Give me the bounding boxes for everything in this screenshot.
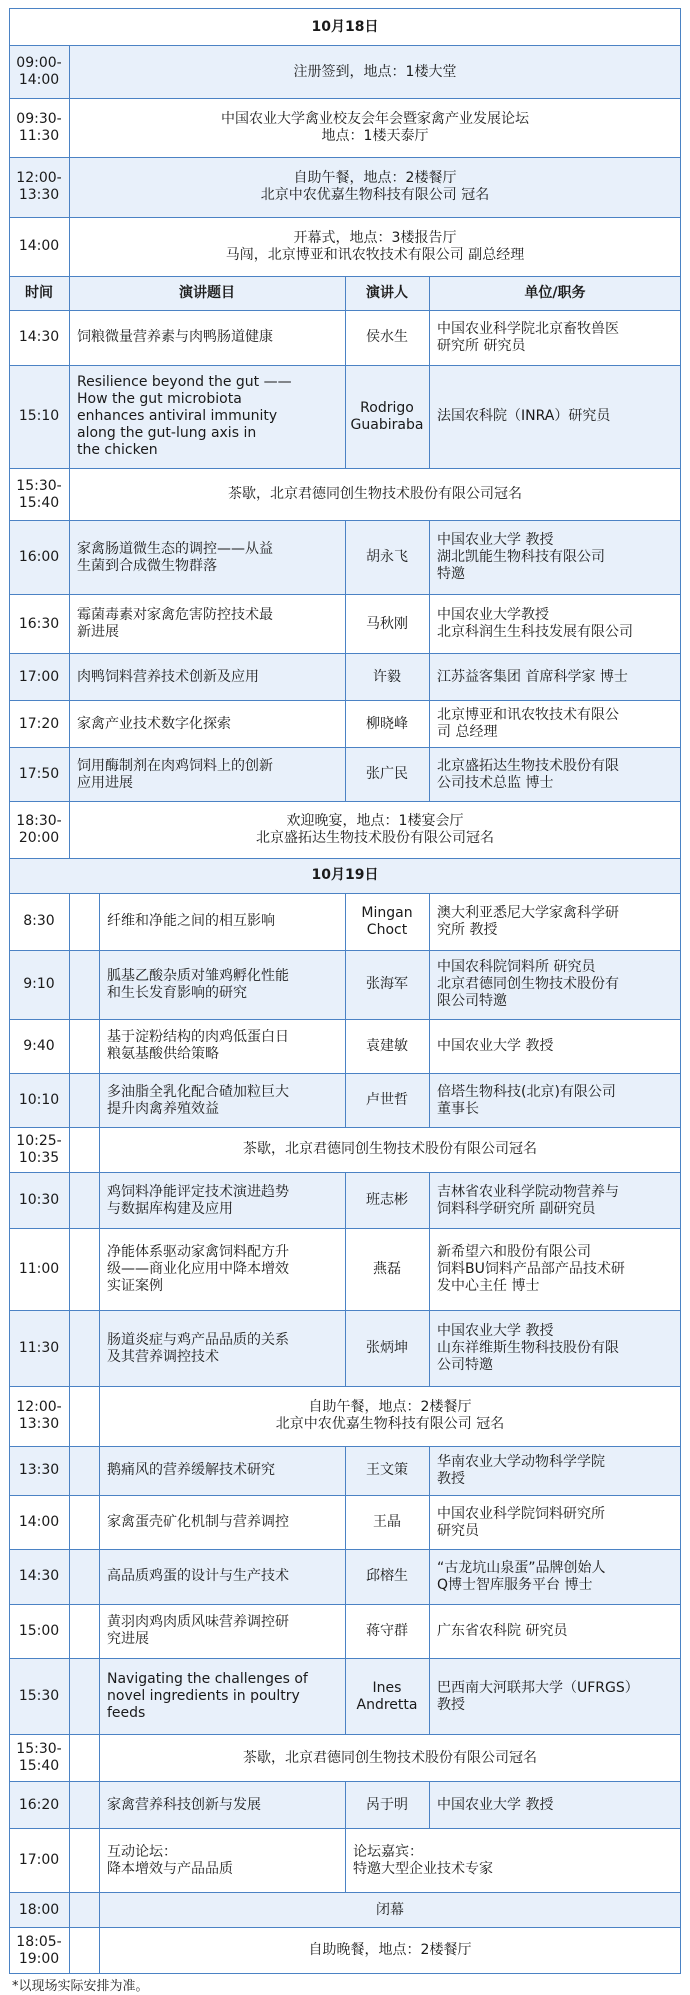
affiliation-cell: 澳大利亚悉尼大学家禽科学研 究所 教授 [437,904,619,938]
forum-topic-cell: 互动论坛： 降本增效与产品品质 [107,1843,233,1877]
schedule-row [9,1228,681,1309]
affiliation-cell: 中国农科院饲料所 研究员 北京君德同创生物技术股份有 限公司特邀 [437,959,619,1010]
affiliation-cell: “古龙坑山泉蛋”品牌创始人 Q博士智库服务平台 博士 [437,1559,606,1593]
topic-cell: 高品质鸡蛋的设计与生产技术 [107,1568,289,1585]
time-cell: 15:30- 15:40 [16,1741,62,1775]
schedule-row [9,1495,681,1549]
session-cell: 茶歇，北京君德同创生物技术股份有限公司冠名 [243,1749,537,1766]
affiliation-cell: 中国农业科学院饲料研究所 研究员 [437,1505,605,1539]
schedule-row [9,1781,681,1828]
time-cell: 12:00- 13:30 [16,1399,62,1433]
time-cell: 12:00- 13:30 [16,170,62,204]
time-cell: 18:05- 19:00 [16,1933,62,1967]
time-cell: 17:50 [18,766,60,783]
session-cell: 闭幕 [376,1901,404,1918]
schedule-row [9,747,681,801]
schedule-row [9,1658,681,1735]
forum-guests-cell: 论坛嘉宾： 特邀大型企业技术专家 [353,1843,493,1877]
schedule-row [9,1019,681,1073]
affiliation-cell: 倍塔生物科技(北京)有限公司 董事长 [437,1083,616,1117]
schedule-row [9,1604,681,1658]
schedule-row [9,1927,681,1974]
header-affiliation: 单位/职务 [524,285,586,302]
speaker-cell: 燕磊 [373,1261,401,1278]
session-cell: 欢迎晚宴，地点：1楼宴会厅 北京盛拓达生物技术股份有限公司冠名 [256,813,494,847]
time-cell: 15:10 [18,408,60,425]
topic-cell: 净能体系驱动家禽饲料配方升 级——商业化应用中降本增效 实证案例 [107,1244,289,1295]
schedule-row [9,1446,681,1495]
day-header-row [9,858,681,893]
speaker-cell: Mingan Choct [361,904,413,938]
affiliation-cell: 中国农业科学院北京畜牧兽医 研究所 研究员 [437,320,619,354]
schedule-row [9,310,681,364]
affiliation-cell: 北京博亚和讯农牧技术有限公 司 总经理 [437,707,619,741]
schedule-row [9,1828,681,1892]
schedule-row [9,98,681,157]
topic-cell: 饲用酶制剂在肉鸡饲料上的创新 应用进展 [77,757,273,791]
schedule-row [9,1386,681,1445]
schedule-row [9,950,681,1019]
topic-cell: 基于淀粉结构的肉鸡低蛋白日 粮氨基酸供给策略 [107,1029,289,1063]
time-cell: 9:10 [23,976,55,993]
schedule-row [9,157,681,216]
schedule-row [9,653,681,700]
schedule-row [9,594,681,653]
schedule-row [9,893,681,950]
affiliation-cell: 江苏益客集团 首席科学家 博士 [437,668,628,685]
schedule-row [9,520,681,594]
topic-cell: 纤维和净能之间的相互影响 [107,913,275,930]
time-cell: 11:00 [18,1261,60,1278]
affiliation-cell: 北京盛拓达生物技术股份有限 公司技术总监 博士 [437,757,619,791]
affiliation-cell: 新希望六和股份有限公司 饲料BU饲料产品部产品技术研 发中心主任 博士 [437,1244,625,1295]
time-cell: 16:30 [18,615,60,632]
header-time: 时间 [25,285,53,302]
affiliation-cell: 中国农业大学 教授 山东祥维斯生物科技股份有限 公司特邀 [437,1323,619,1374]
session-cell: 开幕式，地点：3楼报告厅 马闯，北京博亚和讯农牧技术有限公司 副总经理 [225,229,525,263]
schedule-row [9,217,681,276]
affiliation-cell: 中国农业大学 教授 [437,1037,554,1054]
time-cell: 11:30 [18,1340,60,1357]
schedule-row [9,1310,681,1387]
session-cell: 自助晚餐，地点：2楼餐厅 [308,1942,472,1959]
session-cell: 自助午餐，地点：2楼餐厅 北京中农优嘉生物科技有限公司 冠名 [275,1399,505,1433]
affiliation-cell: 中国农业大学教授 北京科润生生科技发展有限公司 [437,607,633,641]
speaker-cell: 卢世哲 [366,1092,408,1109]
time-cell: 8:30 [23,913,55,930]
time-cell: 16:20 [18,1796,60,1813]
session-cell: 中国农业大学禽业校友会年会暨家禽产业发展论坛 地点：1楼天泰厅 [221,111,529,145]
time-cell: 18:30- 20:00 [16,813,62,847]
affiliation-cell: 中国农业大学 教授 湖北凯能生物科技有限公司 特邀 [437,532,605,583]
speaker-cell: 胡永飞 [366,549,408,566]
schedule-row [9,1073,681,1127]
time-cell: 9:40 [23,1037,55,1054]
speaker-cell: 蒋守群 [366,1622,408,1639]
schedule-row [9,1127,681,1171]
topic-cell: 家禽蛋壳矿化机制与营养调控 [107,1514,289,1531]
topic-cell: 肉鸭饲料营养技术创新及应用 [77,668,259,685]
speaker-cell: 张海军 [366,976,408,993]
topic-cell: 饲粮微量营养素与肉鸭肠道健康 [77,329,273,346]
time-cell: 10:10 [18,1092,60,1109]
topic-cell: 鹅痛风的营养缓解技术研究 [107,1462,275,1479]
schedule-row [9,45,681,98]
time-cell: 14:30 [18,329,60,346]
time-cell: 15:30 [18,1688,60,1705]
speaker-cell: Rodrigo Guabiraba [350,399,424,433]
speaker-cell: 班志彬 [366,1192,408,1209]
topic-cell: 家禽营养科技创新与发展 [107,1796,261,1813]
time-cell: 14:30 [18,1568,60,1585]
affiliation-cell: 广东省农科院 研究员 [437,1622,568,1639]
header-speaker: 演讲人 [366,285,408,302]
speaker-cell: 呙于明 [366,1796,408,1813]
time-cell: 18:00 [18,1901,60,1918]
speaker-cell: 王文策 [366,1462,408,1479]
affiliation-cell: 中国农业大学 教授 [437,1796,554,1813]
schedule-row [9,700,681,747]
topic-cell: 鸡饲料净能评定技术演进趋势 与数据库构建及应用 [107,1183,289,1217]
schedule-row [9,1549,681,1603]
affiliation-cell: 巴西南大河联邦大学（UFRGS） 教授 [437,1679,639,1713]
topic-cell: 胍基乙酸杂质对雏鸡孵化性能 和生长发育影响的研究 [107,967,289,1001]
topic-cell: 肠道炎症与鸡产品品质的关系 及其营养调控技术 [107,1331,289,1365]
schedule-row [9,1892,681,1927]
speaker-cell: 张广民 [366,766,408,783]
footnote: *以现场实际安排为准。 [12,1979,149,1994]
time-cell: 15:30- 15:40 [16,477,62,511]
schedule-row [9,365,681,469]
speaker-cell: 王晶 [373,1514,401,1531]
time-cell: 17:00 [18,668,60,685]
topic-cell: Resilience beyond the gut —— How the gut microbiota enhances antiviral immunity along the gut-lung axis in the chicken [77,374,292,459]
topic-cell: 家禽产业技术数字化探索 [77,715,231,732]
time-cell: 15:00 [18,1622,60,1639]
speaker-cell: 邱榕生 [366,1568,408,1585]
speaker-cell: 马秋刚 [366,615,408,632]
schedule-row [9,468,681,520]
schedule-row [9,1172,681,1229]
affiliation-cell: 法国农科院（INRA）研究员 [437,408,611,425]
time-cell: 10:30 [18,1192,60,1209]
time-cell: 16:00 [18,549,60,566]
time-cell: 09:00- 14:00 [16,55,62,89]
affiliation-cell: 吉林省农业科学院动物营养与 饲料科学研究所 副研究员 [437,1183,619,1217]
topic-cell: 家禽肠道微生态的调控——从益 生菌到合成微生物群落 [77,540,273,574]
speaker-cell: 侯水生 [366,329,408,346]
day-title: 10月18日 [311,18,379,35]
topic-cell: 霉菌毒素对家禽危害防控技术最 新进展 [77,607,273,641]
session-cell: 自助午餐，地点：2楼餐厅 北京中农优嘉生物科技有限公司 冠名 [260,170,490,204]
time-cell: 17:20 [18,715,60,732]
time-cell: 10:25- 10:35 [16,1132,62,1166]
day-header-row [9,8,681,45]
day-title: 10月19日 [311,867,379,884]
speaker-cell: 许毅 [373,668,401,685]
affiliation-cell: 华南农业大学动物科学学院 教授 [437,1453,605,1487]
column-header-row [9,276,681,311]
schedule-row [9,801,681,858]
time-cell: 17:00 [18,1852,60,1869]
time-cell: 14:00 [18,1514,60,1531]
topic-cell: Navigating the challenges of novel ingredients in poultry feeds [107,1671,308,1722]
session-cell: 注册签到，地点：1楼大堂 [293,63,457,80]
speaker-cell: 柳晓峰 [366,715,408,732]
schedule-row [9,1734,681,1781]
speaker-cell: 张炳坤 [366,1340,408,1357]
session-cell: 茶歇，北京君德同创生物技术股份有限公司冠名 [228,486,522,503]
header-topic: 演讲题目 [179,285,235,302]
speaker-cell: 袁建敏 [366,1037,408,1054]
time-cell: 09:30- 11:30 [16,111,62,145]
topic-cell: 黄羽肉鸡肉质风味营养调控研 究进展 [107,1614,289,1648]
session-cell: 茶歇，北京君德同创生物技术股份有限公司冠名 [243,1141,537,1158]
time-cell: 14:00 [18,238,60,255]
speaker-cell: Ines Andretta [356,1679,418,1713]
time-cell: 13:30 [18,1462,60,1479]
topic-cell: 多油脂全乳化配合碴加粒巨大 提升肉禽养殖效益 [107,1083,289,1117]
